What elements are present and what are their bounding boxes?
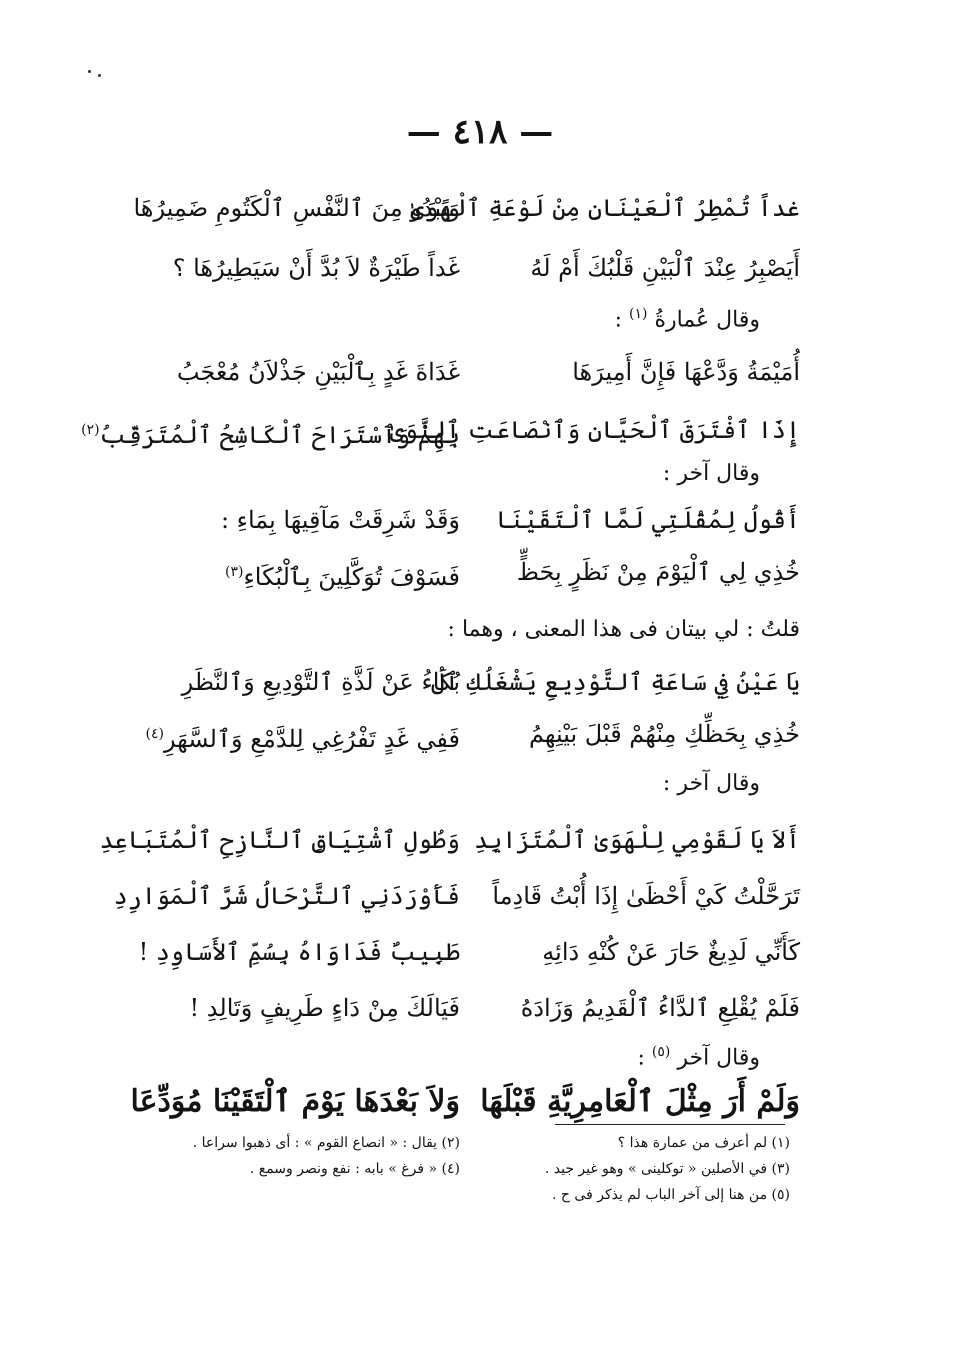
footnote-line bbox=[130, 1182, 790, 1208]
footnote-2: (٢) يقال : « انصاع القوم » : أى ذهبوا سراعا . bbox=[192, 1135, 460, 1151]
heading-text: وقال آخر : bbox=[662, 771, 760, 796]
verse-first-hemistich: خُذِي بِحَظِّكِ مِنْهُمْ قَبْلَ بَيْنِهِمُ bbox=[528, 720, 800, 748]
heading-text: قلتُ : لي بيتان فى هذا المعنى ، وهما : bbox=[447, 617, 800, 642]
poem-section-5 bbox=[99, 814, 800, 1034]
verse-first-hemistich: يَا عَيْنُ فِي سَاعَةِ ٱلتَّوْدِيعِ يَشْغَلُكِ ٱلْ bbox=[430, 668, 800, 696]
hemistich-text: بِهِمْ وَٱسْتَرَاحَ ٱلْكَاشِحُ ٱلْمُتَرَقِّبُ bbox=[99, 421, 460, 449]
footnote-ref: (١) bbox=[629, 306, 648, 322]
verse-line bbox=[120, 494, 800, 546]
verse-line bbox=[120, 182, 800, 234]
heading-akhar-3 bbox=[120, 1028, 800, 1076]
verse-first-hemistich: فَلَمْ يُقْلِعِ ٱلدَّاءُ ٱلْقَدِيمُ وَزَادَهُ bbox=[520, 994, 800, 1022]
verse-first-hemistich: تَرَحَّلْتُ كَيْ أَحْظَىٰ إِذَا أُبْتُ قَادِماً bbox=[492, 882, 800, 910]
verse-second-hemistich: طَبِيبٌ فَدَاوَاهُ بِسُمِّ ٱلأَسَاوِدِ ! bbox=[138, 938, 460, 966]
footnote-ref: (٢) bbox=[81, 422, 100, 438]
verse-line bbox=[120, 546, 800, 598]
margin-speck bbox=[98, 74, 101, 77]
footnote-line bbox=[130, 1156, 790, 1182]
poem-section-2 bbox=[81, 346, 800, 456]
verse-first-hemistich: أَلاَ يَا لَقَوْمِي لِلْهَوَىٰ ٱلْمُتَزَايِدِ bbox=[474, 826, 800, 854]
verse-first-hemistich: أَيَصْبِرُ عِنْدَ ٱلْبَيْنِ قَلْبُكَ أَمْ لَهُ bbox=[530, 254, 800, 282]
heading-akhar-2 bbox=[120, 760, 800, 808]
verse-second-hemistich bbox=[120, 546, 460, 603]
heading-colon: : bbox=[637, 1045, 645, 1071]
footnote-4: (٤) « فرغ » بابه : نفع ونصر وسمع . bbox=[249, 1161, 460, 1177]
heading-colon: : bbox=[614, 307, 622, 333]
verse-line bbox=[120, 656, 800, 708]
footnotes bbox=[130, 1130, 790, 1208]
margin-speck bbox=[88, 70, 91, 73]
poem-section-1 bbox=[120, 182, 800, 294]
verse-second-hemistich: بُكَاءُ عَنْ لَذَّةِ ٱلتَّوْدِيعِ وَٱلنَّظَرِ bbox=[181, 668, 460, 696]
page-number: — ٤١٨ — bbox=[406, 112, 554, 152]
footnote-ref: (٤) bbox=[145, 726, 164, 742]
heading-text: وقال آخر : bbox=[662, 461, 760, 486]
heading-text: وقال عُمارةُ bbox=[654, 307, 760, 333]
poem-section-6 bbox=[120, 1076, 800, 1128]
heading-akhar-1 bbox=[120, 450, 800, 498]
verse-line bbox=[120, 1076, 800, 1128]
hemistich-text: فَسَوْفَ تُوَكَّلِينَ بِٱلْبُكَاءِ bbox=[243, 563, 460, 591]
verse-first-hemistich: كَأَنِّي لَدِيغٌ حَارَ عَنْ كُنْهِ دَائِهِ bbox=[542, 938, 800, 966]
verse-first-hemistich: إِذَا ٱفْتَرَقَ ٱلْحَيَّانِ وَٱنْصَاعَتِ ٱلنَّوَىٰ bbox=[389, 416, 800, 444]
verse-second-hemistich: فَأَوْرَدَنِي ٱلتَّرْحَالُ شَرَّ ٱلْمَوَارِدِ bbox=[113, 882, 460, 910]
heading-umara bbox=[120, 290, 800, 338]
heading-text: وقال آخر bbox=[677, 1045, 760, 1071]
verse-line bbox=[113, 870, 800, 922]
footnote-ref: (٥) bbox=[651, 1044, 671, 1060]
poem-section-4 bbox=[120, 656, 800, 760]
verse-second-hemistich: وَلاَ بَعْدَهَا يَوْمَ ٱلْتَقَيْنَا مُوَدِّعَا bbox=[130, 1084, 460, 1119]
verse-line bbox=[99, 814, 800, 866]
verse-line bbox=[120, 708, 800, 760]
verse-second-hemistich: غَدَاةَ غَدٍ بِٱلْبَيْنِ جَذْلاَنُ مُعْجَبُ bbox=[176, 358, 460, 386]
verse-second-hemistich: وَيَبْدُو مِنَ ٱلنَّفْسِ ٱلْكَتُومِ ضَمِيرُهَا bbox=[133, 194, 460, 222]
poem-section-3 bbox=[120, 494, 800, 598]
hemistich-text: فَفِي غَدٍ تَفْرُغِي لِلدَّمْعِ وَٱلسَّهَرِ bbox=[163, 725, 460, 753]
heading-qultu bbox=[120, 606, 800, 654]
verse-second-hemistich: وَطُولِ ٱشْتِيَاقِ ٱلنَّازِحِ ٱلْمُتَبَاعِدِ bbox=[99, 826, 460, 854]
verse-second-hemistich: فَيَالَكَ مِنْ دَاءٍ طَرِيفٍ وَتَالِدِ ! bbox=[189, 994, 460, 1022]
verse-first-hemistich: أَقُولُ لِمُقْلَتِي لَمَّا ٱلْتَقَيْنَا bbox=[495, 506, 800, 534]
footnote-3: (٣) في الأصلين « توكلينى » وهو غير جيد . bbox=[544, 1161, 790, 1177]
footnote-ref: (٣) bbox=[225, 564, 244, 580]
verse-line bbox=[120, 926, 800, 978]
footnote-1: (١) لم أعرف من عمارة هذا ؟ bbox=[617, 1135, 790, 1151]
footnote-line bbox=[130, 1130, 790, 1156]
footnote-5: (٥) من هنا إلى آخر الباب لم يذكر فى ح . bbox=[552, 1187, 790, 1203]
verse-first-hemistich: أُمَيْمَةُ وَدَّعْهَا فَإِنَّ أَمِيرَهَا bbox=[572, 358, 800, 386]
verse-first-hemistich: غداً تُمْطِرُ ٱلْعَيْنَانِ مِنْ لَوْعَةِ ٱلْهَوَىٰ bbox=[410, 194, 800, 222]
verse-first-hemistich: وَلَمْ أَرَ مِثْلَ ٱلْعَامِرِيَّةِ قَبْلَهَا bbox=[480, 1084, 800, 1119]
footnote-divider bbox=[555, 1124, 785, 1125]
verse-first-hemistich: خُذِي لِي ٱلْيَوْمَ مِنْ نَظَرٍ بِحَظٍّ bbox=[516, 558, 800, 586]
verse-line bbox=[120, 346, 800, 398]
verse-second-hemistich bbox=[120, 708, 460, 765]
verse-line bbox=[120, 242, 800, 294]
verse-second-hemistich: غَداً طَيْرَةٌ لاَ بُدَّ أَنْ سَيَطِيرُهَا ؟ bbox=[172, 254, 460, 282]
verse-second-hemistich: وَقَدْ شَرِقَتْ مَآقِيهَا بِمَاءِ : bbox=[220, 506, 460, 534]
verse-line bbox=[120, 982, 800, 1034]
verse-line bbox=[81, 404, 800, 456]
